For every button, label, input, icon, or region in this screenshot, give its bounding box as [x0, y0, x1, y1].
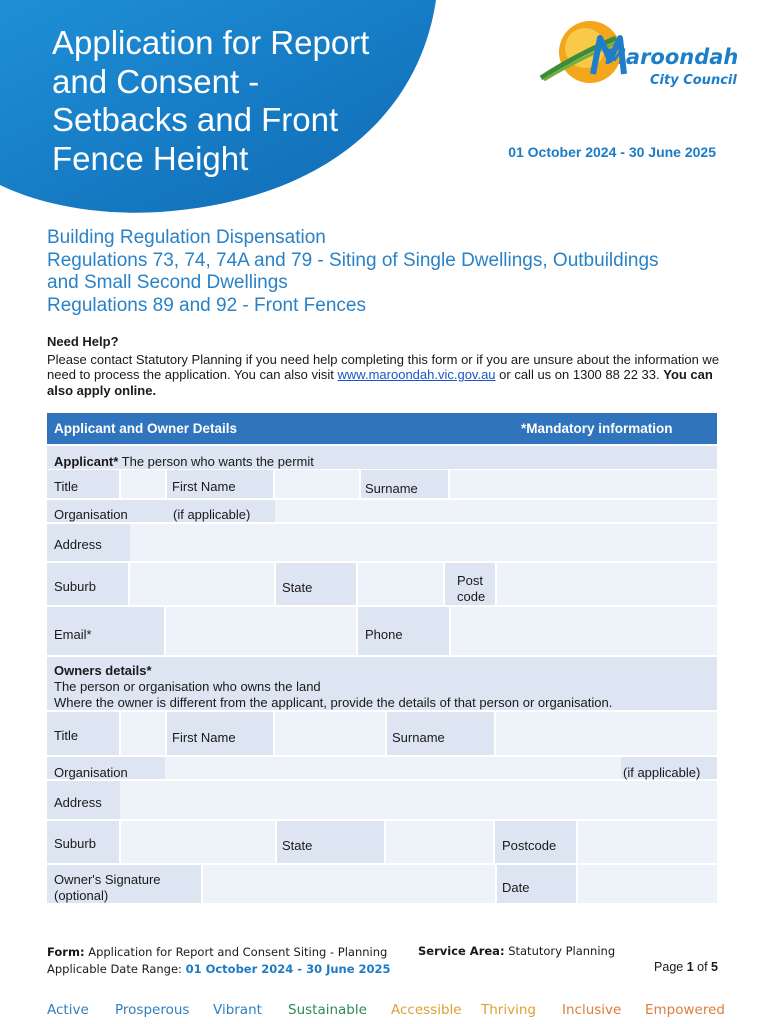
- owner-address-row: [47, 781, 717, 819]
- owner-address-label: Address: [54, 795, 102, 810]
- value-word: Prosperous: [115, 1002, 190, 1018]
- first-name-label: First Name: [172, 479, 236, 494]
- owner-description: Where the owner is different from the applicant, provide the details of that person or organisation.: [54, 695, 613, 710]
- address-label: Address: [54, 537, 102, 552]
- owner-address-input[interactable]: [120, 781, 717, 819]
- owner-signature-input[interactable]: [203, 865, 495, 903]
- footer-form-label: Form:: [47, 945, 85, 959]
- signature-label-line2: (optional): [54, 888, 109, 903]
- applicant-suburb-row: [47, 563, 717, 605]
- subtitle-line: Regulations 73, 74, 74A and 79 - Siting of Single Dwellings, Outbuildings: [47, 249, 659, 271]
- owner-state-label-cell: [277, 821, 384, 863]
- footer-form-info: [47, 944, 391, 978]
- state-label-cell: [276, 563, 356, 605]
- apply-online-text: You can also apply online.: [47, 367, 713, 398]
- postcode-label-cell: [445, 563, 495, 605]
- signature-label-cell: [47, 865, 201, 903]
- footer-form-name: Application for Report and Consent Siting - Planning: [84, 945, 388, 959]
- title-line-3: Setbacks and Front: [52, 101, 339, 138]
- page-title: [52, 24, 412, 178]
- phone-label-cell: [358, 607, 449, 655]
- value-word: Accessible: [391, 1002, 462, 1018]
- service-area-label: Service Area:: [418, 944, 505, 958]
- applicant-heading-row: [47, 446, 717, 469]
- applicant-heading: [54, 454, 314, 469]
- help-heading: Need Help?: [47, 334, 119, 349]
- organisation-label: Organisation: [54, 507, 128, 522]
- value-word: Vibrant: [213, 1002, 262, 1018]
- owner-suburb-label: Suburb: [54, 836, 96, 851]
- email-label: Email*: [54, 627, 92, 642]
- mandatory-note: *Mandatory information: [521, 421, 673, 436]
- owner-description: The person or organisation who owns the land: [54, 679, 321, 694]
- help-text-part: or call us on 1300 88 22 33.: [495, 367, 664, 383]
- section-title: Applicant and Owner Details: [54, 421, 238, 436]
- date-label: Date: [502, 880, 530, 895]
- footer-date-value: 01 October 2024 - 30 June 2025: [185, 962, 391, 976]
- footer-service-area: [418, 944, 615, 958]
- page-total: 5: [711, 960, 718, 974]
- value-word: Active: [47, 1002, 89, 1018]
- applicant-address-input[interactable]: [130, 524, 717, 561]
- applicant-organisation-input[interactable]: [275, 500, 717, 522]
- regulation-subtitle: [47, 227, 737, 317]
- applicant-heading-bold: Applicant*: [54, 454, 119, 469]
- owner-signature-row: [47, 865, 717, 903]
- owner-organisation-input[interactable]: [165, 757, 621, 779]
- value-word: Thriving: [481, 1002, 536, 1018]
- email-label-cell: [47, 607, 164, 655]
- owner-surname-input[interactable]: [496, 712, 717, 755]
- page-current: 1: [686, 960, 694, 974]
- owner-surname-label-cell: [387, 712, 494, 755]
- subtitle-line: Regulations 89 and 92 - Front Fences: [47, 294, 366, 316]
- owner-organisation-row: [47, 757, 717, 779]
- applicant-contact-row: [47, 607, 717, 655]
- applicant-heading-note: The person who wants the permit: [118, 454, 314, 469]
- owner-state-label: State: [282, 838, 313, 853]
- applicant-phone-input[interactable]: [451, 607, 717, 655]
- help-section: [47, 334, 737, 398]
- owner-title-label: Title: [54, 728, 79, 743]
- suburb-label: Suburb: [54, 579, 96, 594]
- applicant-first-name-input[interactable]: [275, 470, 359, 498]
- value-word: Empowered: [645, 1002, 725, 1018]
- applicant-state-input[interactable]: [358, 563, 443, 605]
- first-name-label-cell: [167, 470, 273, 498]
- owner-first-name-label: First Name: [172, 730, 236, 745]
- date-range: 01 October 2024 - 30 June 2025: [508, 144, 716, 160]
- owner-title-input[interactable]: [121, 712, 165, 755]
- if-applicable-label: (if applicable): [173, 507, 251, 522]
- owner-suburb-input[interactable]: [121, 821, 275, 863]
- owner-surname-label: Surname: [392, 730, 445, 745]
- phone-label: Phone: [365, 627, 403, 642]
- service-area-value: Statutory Planning: [504, 944, 616, 958]
- owner-suburb-row: [47, 821, 717, 863]
- title-line-2: and Consent -: [52, 62, 260, 100]
- subtitle-line: Building Regulation Dispensation: [47, 227, 326, 248]
- council-website-link[interactable]: www.maroondah.vic.gov.au: [337, 367, 496, 383]
- title-label-cell: [47, 470, 119, 498]
- applicant-surname-input[interactable]: [450, 470, 717, 498]
- date-label-cell: [497, 865, 576, 903]
- owner-postcode-input[interactable]: [578, 821, 717, 863]
- page-of: of: [693, 960, 712, 974]
- owner-if-applicable-label: (if applicable): [623, 765, 701, 780]
- title-label: Title: [54, 479, 79, 494]
- signature-label-line1: Owner's Signature: [54, 872, 161, 887]
- owner-postcode-label: Postcode: [502, 838, 557, 853]
- owner-date-input[interactable]: [578, 865, 717, 903]
- help-text-part: Please contact Statutory Planning if you need help completing this form or if you are unsure about the information we need to process the application. You can also visit: [47, 351, 720, 383]
- logo-name: Maroondah: [605, 45, 739, 69]
- value-word: Inclusive: [562, 1002, 622, 1018]
- applicant-suburb-input[interactable]: [130, 563, 274, 605]
- postcode-label-line1: Post: [457, 573, 484, 588]
- applicant-title-input[interactable]: [121, 470, 165, 498]
- footer-date-label: Applicable Date Range:: [47, 962, 186, 976]
- applicant-address-row: [47, 524, 717, 561]
- help-text: [47, 352, 737, 399]
- applicant-postcode-input[interactable]: [497, 563, 717, 605]
- footer-date-line: [47, 961, 391, 978]
- surname-label: Surname: [365, 481, 418, 496]
- applicant-name-row: [47, 470, 717, 498]
- footer-form-line: [47, 944, 391, 961]
- section-header: [47, 413, 717, 444]
- owner-first-name-input[interactable]: [275, 712, 385, 755]
- page-number: [654, 960, 718, 974]
- owner-suburb-label-cell: [47, 821, 119, 863]
- owner-heading-row: [47, 657, 717, 710]
- owner-name-row: [47, 712, 717, 755]
- owner-first-name-label-cell: [167, 712, 273, 755]
- applicant-organisation-row: [47, 500, 717, 522]
- state-label: State: [282, 580, 313, 595]
- value-word: Sustainable: [288, 1002, 367, 1018]
- title-line-1: Application for Report: [52, 24, 370, 61]
- owner-postcode-label-cell: [495, 821, 576, 863]
- suburb-label-cell: [47, 563, 128, 605]
- subtitle-line: and Small Second Dwellings: [47, 272, 288, 293]
- logo-subtitle: City Council: [650, 73, 737, 88]
- owner-organisation-label: Organisation: [54, 765, 128, 780]
- owner-state-input[interactable]: [386, 821, 493, 863]
- applicant-email-input[interactable]: [166, 607, 356, 655]
- title-line-4: Fence Height: [52, 139, 249, 177]
- owner-heading: Owners details*: [54, 663, 152, 678]
- page-prefix: Page: [654, 960, 687, 974]
- surname-label-cell: [361, 470, 448, 498]
- postcode-label-line2: code: [457, 589, 486, 604]
- owner-title-label-cell: [47, 712, 119, 755]
